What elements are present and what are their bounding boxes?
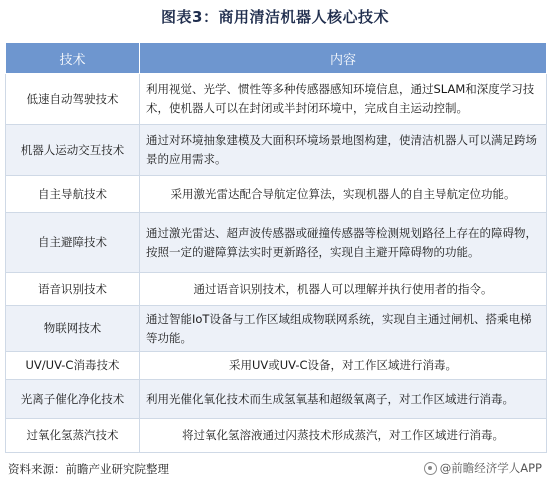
column-header-tech: 技术 xyxy=(6,43,140,74)
brand-text: @前瞻经济学人APP xyxy=(439,461,542,475)
page-title: 图表3：商用清洁机器人核心技术 xyxy=(161,8,389,26)
tech-name: 语音识别技术 xyxy=(6,273,140,306)
tech-name: 自主避障技术 xyxy=(6,213,140,273)
table-row xyxy=(6,125,547,176)
brand-credit xyxy=(424,460,542,476)
tech-content: 通过语音识别技术，机器人可以理解并执行使用者的指令。 xyxy=(140,273,547,306)
table-row xyxy=(6,419,547,453)
core-tech-table xyxy=(5,42,547,453)
table-row xyxy=(6,74,547,125)
table-row xyxy=(6,213,547,273)
brand-logo-icon xyxy=(424,462,437,475)
tech-name: 过氧化氢蒸汽技术 xyxy=(6,419,140,453)
tech-content: 通过智能IoT设备与工作区域组成物联网系统，实现自主通过闸机、搭乘电梯等功能。 xyxy=(140,306,547,352)
tech-name: 物联网技术 xyxy=(6,306,140,352)
tech-content: 利用视觉、光学、惯性等多种传感器感知环境信息，通过SLAM和深度学习技术，使机器人可以在封闭或半封闭环境中，完成自主运动控制。 xyxy=(140,74,547,125)
table-row xyxy=(6,380,547,419)
tech-content: 利用光催化氧化技术而生成氢氧基和超级氧离子，对工作区域进行消毒。 xyxy=(140,380,547,419)
tech-name: UV/UV-C消毒技术 xyxy=(6,352,140,380)
table-row xyxy=(6,176,547,213)
tech-content: 通过激光雷达、超声波传感器或碰撞传感器等检测规划路径上存在的障碍物，按照一定的避障算法实时更新路径，实现自主避开障碍物的功能。 xyxy=(140,213,547,273)
tech-content: 将过氧化氢溶液通过闪蒸技术形成蒸汽，对工作区域进行消毒。 xyxy=(140,419,547,453)
tech-name: 自主导航技术 xyxy=(6,176,140,213)
table-row xyxy=(6,306,547,352)
table-row xyxy=(6,273,547,306)
tech-name: 低速自动驾驶技术 xyxy=(6,74,140,125)
tech-content: 采用UV或UV-C设备，对工作区域进行消毒。 xyxy=(140,352,547,380)
tech-name: 光离子催化净化技术 xyxy=(6,380,140,419)
column-header-content: 内容 xyxy=(140,43,547,74)
tech-content: 采用激光雷达配合导航定位算法，实现机器人的自主导航定位功能。 xyxy=(140,176,547,213)
table-header-row xyxy=(6,43,547,74)
source-note: 资料来源：前瞻产业研究院整理 xyxy=(8,462,169,476)
table-row xyxy=(6,352,547,380)
tech-content: 通过对环境抽象建模及大面积环境场景地图构建，使清洁机器人可以满足跨场景的应用需求。 xyxy=(140,125,547,176)
tech-name: 机器人运动交互技术 xyxy=(6,125,140,176)
